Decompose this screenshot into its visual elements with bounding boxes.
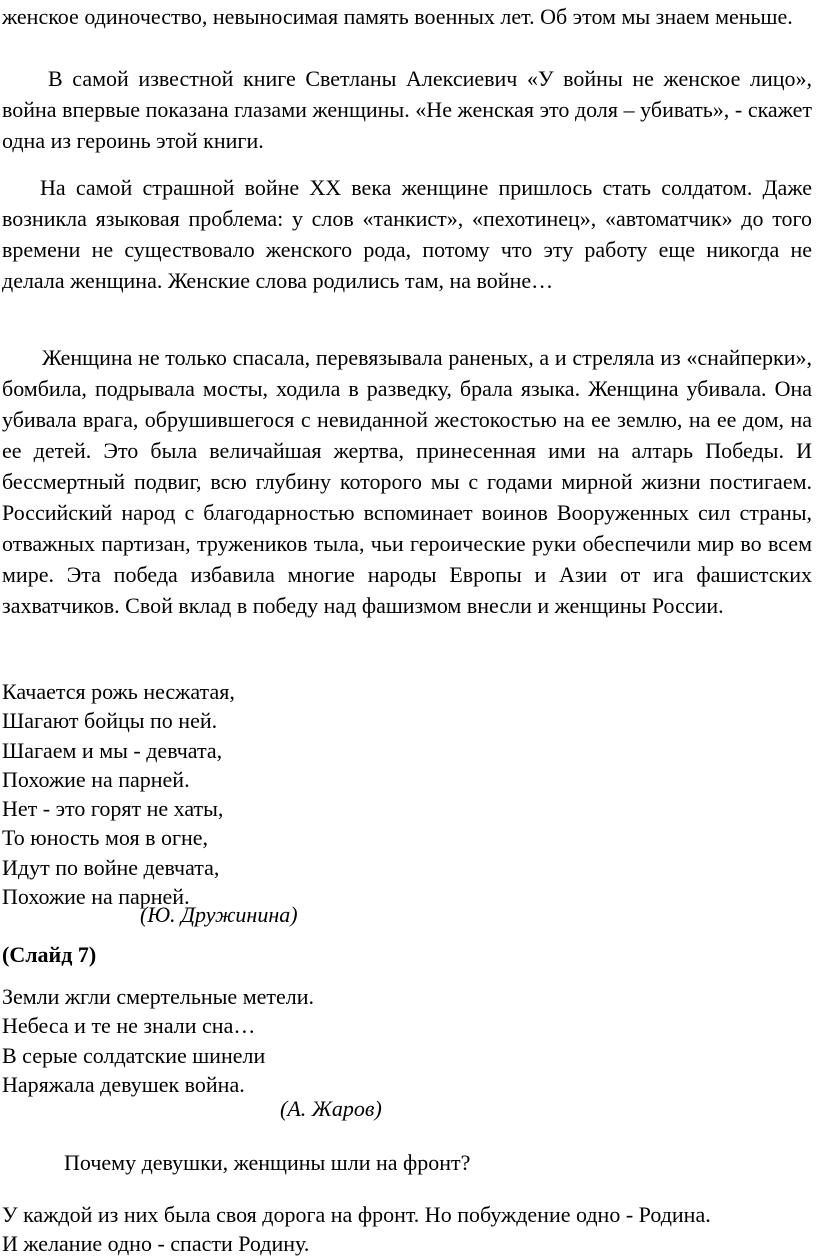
poem-line: Шагаем и мы - девчата, [2,737,223,763]
poem-zharov [2,982,314,1099]
poem-attribution-druzhinina: (Ю. Дружинина) [140,902,298,927]
poem-line: Идут по войне девчата, [2,854,220,880]
poem-line: Наряжала девушек война. [2,1071,245,1097]
poem-line: Похожие на парней. [2,766,190,792]
poem-attribution-zharov: (А. Жаров) [280,1096,382,1121]
poem-line: Небеса и те не знали сна… [2,1013,256,1039]
question-heading: Почему девушки, женщины шли на фронт? [64,1150,471,1175]
closing-line: У каждой из них была своя дорога на фронт. Но побуждение одно - Родина. [2,1202,711,1227]
paragraph-alexievich: В самой известной книге Светланы Алексиевич «У войны не женское лицо», война впервые показана глазами женщины. «Не женская это доля – убивать», - скажет одна из героинь этой книги. [2,66,812,153]
paragraph-language-problem: На самой страшной войне XX века женщине пришлось стать солдатом. Даже возникла языковая проблема: у слов «танкист», «пехотинец», «автоматчик» до того времени не существовало женского рода, потому что эту работу еще никогда не делала женщина. Женские слова родились там, на войне… [2,175,812,293]
paragraph-intro-end: женское одиночество, невыносимая память военных лет. Об этом мы знаем меньше. [2,4,793,29]
poem-line: То юность моя в огне, [2,825,209,851]
poem-line: Нет - это горят не хаты, [2,796,224,822]
poem-line: Земли жгли смертельные метели. [2,984,315,1009]
closing-line: И желание одно - спасти Родину. [2,1231,310,1256]
poem-line: Похожие на парней. [2,884,190,910]
closing-paragraph [2,1200,711,1258]
poem-line: В серые солдатские шинели [2,1042,266,1068]
slide-label: (Слайд 7) [2,942,97,967]
poem-druzhinina [2,677,235,911]
poem-line: Шагают бойцы по ней. [2,708,218,734]
poem-line: Качается рожь несжатая, [2,679,235,704]
paragraph-women-fought: Женщина не только спасала, перевязывала раненых, а и стреляла из «снайперки», бомбила, подрывала мосты, ходила в разведку, брала языка. Женщина убивала. Она убивала врага, обрушившегося с невиданной жестокостью на ее землю, на ее дом, на ее детей. Это была величайшая жертва, принесенная ими на алтарь Победы. И бессмертный подвиг, всю глубину которого мы с годами мирной жизни постигаем. Российский народ с благодарностью вспоминает воинов Вооруженных сил страны, отважных партизан, тружеников тыла, чьи героические руки обеспечили мир во всем мире. Эта победа избавила многие народы Европы и Азии от ига фашистских захватчиков. Свой вклад в победу над фашизмом внесли и женщины России. [2,345,812,618]
